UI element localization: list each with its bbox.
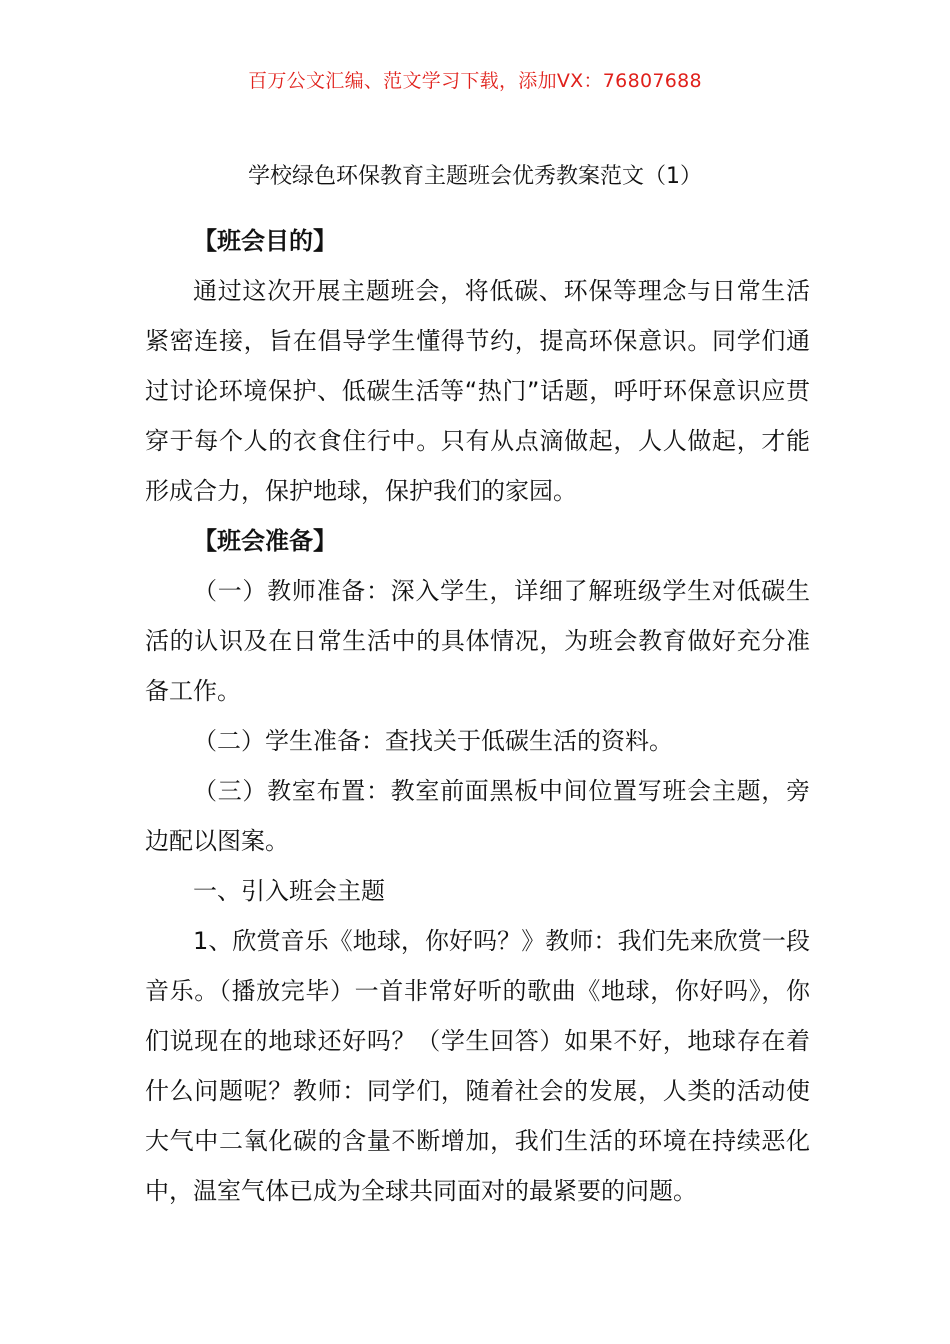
paragraph-student-prep: （二）学生准备：查找关于低碳生活的资料。 [193,727,673,755]
watermark-header: 百万公文汇编、范文学习下载，添加VX：76807688 [248,70,702,92]
section-heading-purpose: 【班会目的】 [193,227,337,255]
paragraph-teacher-prep: （一）教师准备：深入学生，详细了解班级学生对低碳生活的认识及在日常生活中的具体情况，为班会教育做好充分准备工作。 [145,577,810,705]
document-title: 学校绿色环保教育主题班会优秀教案范文（1） [248,164,702,189]
section-heading-preparation: 【班会准备】 [193,527,337,555]
paragraph-classroom-setup: （三）教室布置：教室前面黑板中间位置写班会主题，旁边配以图案。 [145,777,810,855]
document-body [145,216,810,1216]
paragraph-purpose: 通过这次开展主题班会，将低碳、环保等理念与日常生活紧密连接，旨在倡导学生懂得节约，提高环保意识。同学们通过讨论环境保护、低碳生活等“热门”话题，呼吁环保意识应贯穿于每个人的衣食住行中。只有从点滴做起，人人做起，才能形成合力，保护地球，保护我们的家园。 [145,277,810,505]
paragraph-music-intro: 1、欣赏音乐《地球，你好吗？》教师：我们先来欣赏一段音乐。（播放完毕）一首非常好听的歌曲《地球，你好吗》，你们说现在的地球还好吗？（学生回答）如果不好，地球存在着什么问题呢？教师：同学们，随着社会的发展，人类的活动使大气中二氧化碳的含量不断增加，我们生活的环境在持续恶化中，温室气体已成为全球共同面对的最紧要的问题。 [145,927,810,1205]
section-heading-intro: 一、引入班会主题 [193,877,385,905]
